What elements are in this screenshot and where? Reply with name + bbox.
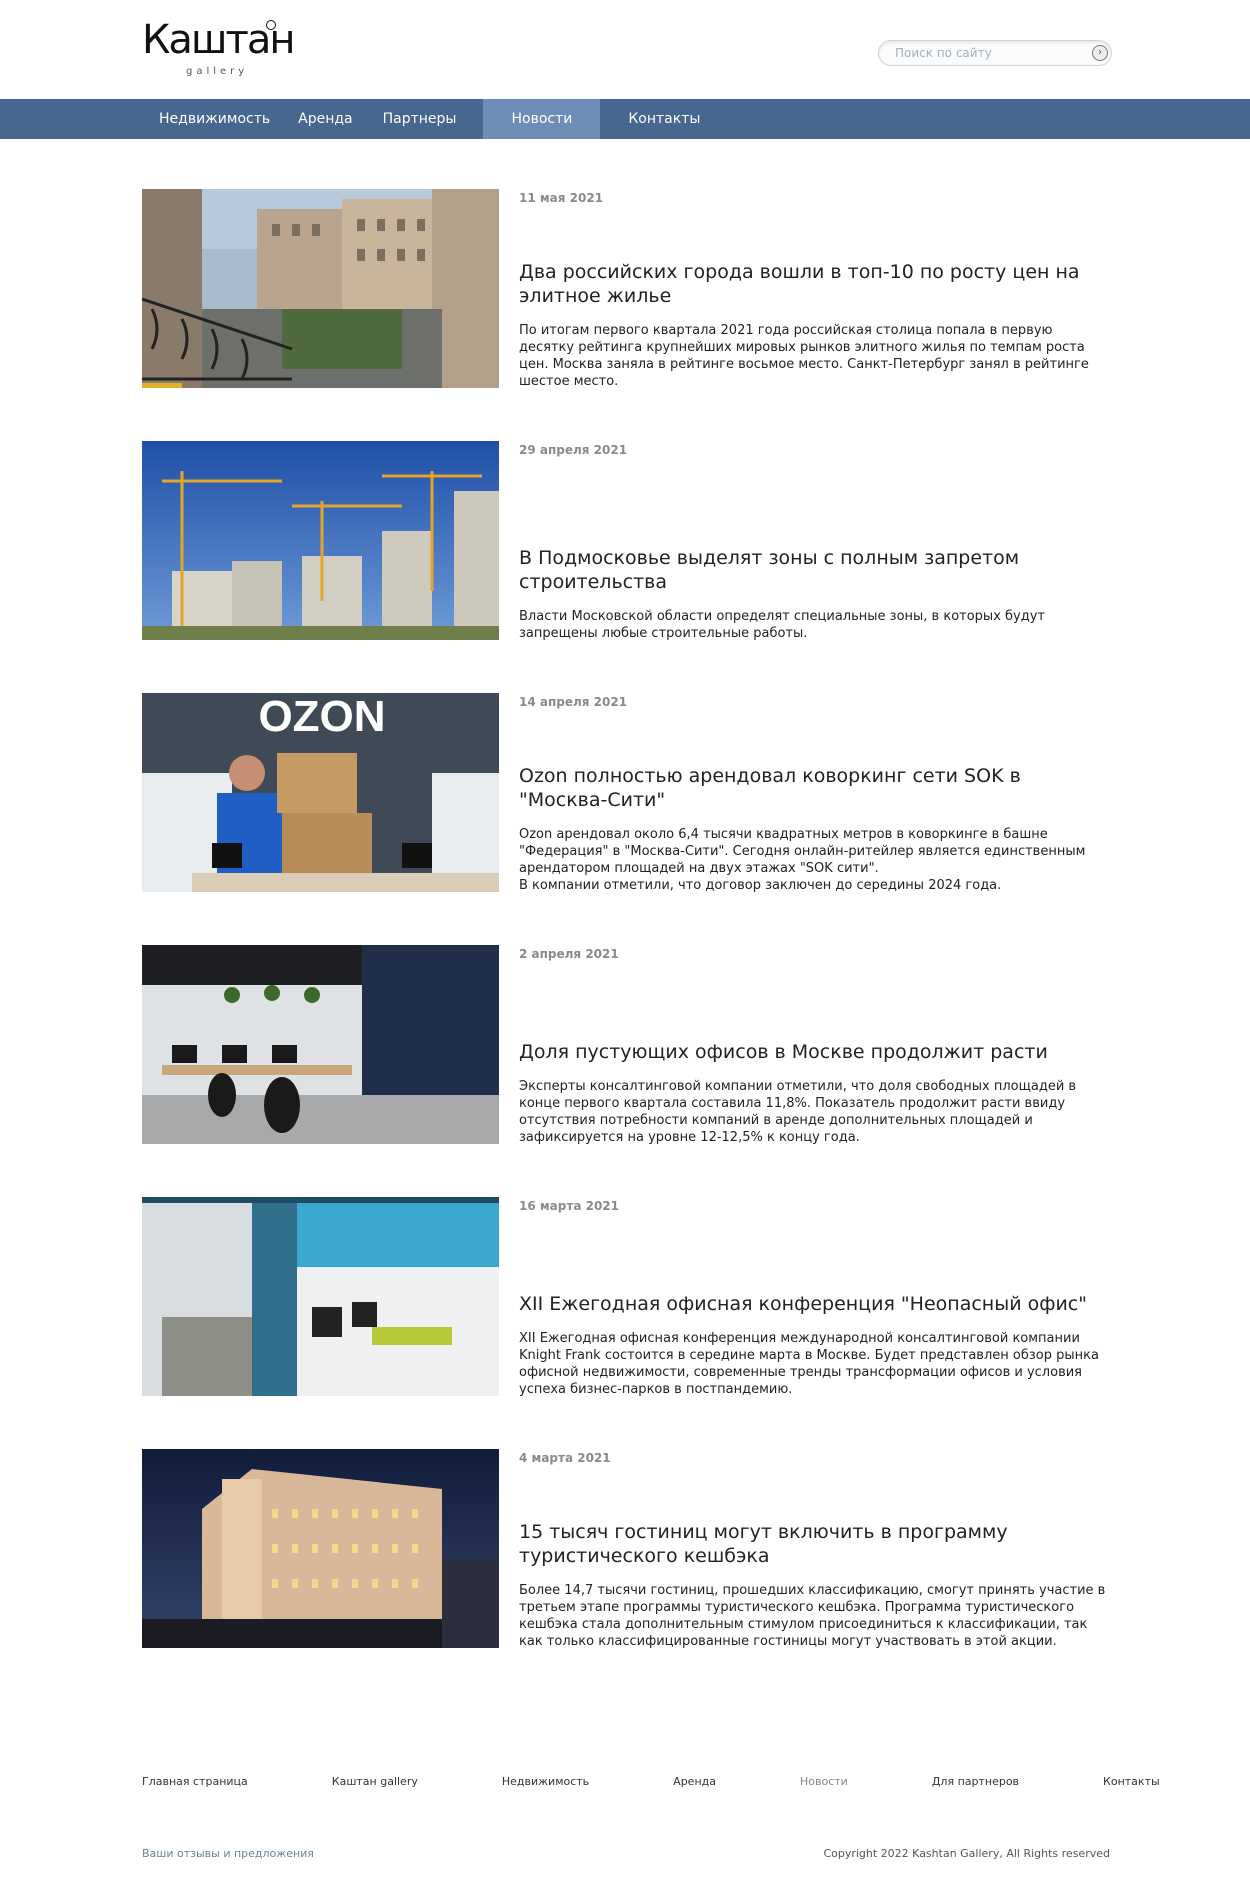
news-date: 11 мая 2021 xyxy=(519,191,604,205)
feedback-link[interactable]: Ваши отзывы и предложения xyxy=(142,1847,314,1860)
news-date: 29 апреля 2021 xyxy=(519,443,628,457)
nav-item-rent[interactable]: Аренда xyxy=(298,111,353,127)
news-image-city-street[interactable] xyxy=(142,189,499,388)
news-image-ozon-office[interactable] xyxy=(142,693,499,892)
logo-text: Каштан xyxy=(142,17,294,63)
header xyxy=(0,0,1250,99)
news-text: Власти Московской области определят специальные зоны, в которых будут запрещены любые строительные работы. xyxy=(519,609,1045,641)
search-go-icon[interactable]: › xyxy=(1092,45,1108,61)
news-date: 4 марта 2021 xyxy=(519,1451,611,1465)
site-logo[interactable] xyxy=(142,17,294,82)
logo-subtext: gallery xyxy=(186,66,249,77)
ozon-sign-text: OZON xyxy=(258,693,386,741)
news-item xyxy=(142,693,1110,893)
news-text: Эксперты консалтинговой компании отметили, что доля свободных площадей в конце первого квартала составила 11,8%. Показатель продолжит расти ввиду отсутствия потребности компаний в аренде дополнительных площадей и зафиксируется на уровне 12-12,5% к концу года. xyxy=(519,1079,1077,1145)
news-image-hotel[interactable] xyxy=(142,1449,499,1648)
news-text: По итогам первого квартала 2021 года российская столица попала в первую десятку рейтинга крупнейших мировых рынков элитного жилья по темпам роста цен. Москва заняла в рейтинге восьмое место. Санкт-Петербург занял в рейтинге шестое место. xyxy=(519,323,1089,389)
nav-item-contacts[interactable]: Контакты xyxy=(628,111,701,127)
news-item xyxy=(142,441,1110,641)
news-title[interactable]: XII Ежегодная офисная конференция "Неопасный офис" xyxy=(519,1293,1087,1315)
news-image-office-interior[interactable] xyxy=(142,1197,499,1396)
news-text: Ozon арендовал около 6,4 тысячи квадратных метров в коворкинге в башне "Федерация" в "Москва-Сити". Сегодня онлайн-ритейлер является единственным арендатором площадей на двух этажах "SOK сити". В компании отметили, что договор заключен до середины 2024 года. xyxy=(519,827,1086,893)
nav-item-partners[interactable]: Партнеры xyxy=(382,111,457,127)
search-box xyxy=(878,40,1112,66)
news-title[interactable]: Ozon полностью арендовал коворкинг сети SOK в "Москва-Сити" xyxy=(519,765,1021,811)
news-title[interactable]: Доля пустующих офисов в Москве продолжит расти xyxy=(519,1041,1048,1063)
news-date: 14 апреля 2021 xyxy=(519,695,628,709)
footer-link-news[interactable]: Новости xyxy=(800,1774,848,1788)
footer-link-rent[interactable]: Аренда xyxy=(673,1774,716,1788)
nav-item-news[interactable]: Новости xyxy=(483,99,600,139)
news-image-empty-office[interactable] xyxy=(142,945,499,1144)
news-text: Более 14,7 тысячи гостиниц, прошедших классификацию, смогут принять участие в третьем этапе программы туристического кешбэка. Программа туристического кешбэка стала дополнительным стимулом присоединиться к классификации, так как только классифицированные гостиницы могут участвовать в этой акции. xyxy=(519,1583,1106,1649)
footer-nav xyxy=(142,1772,1160,1790)
footer-link-realty[interactable]: Недвижимость xyxy=(501,1774,590,1788)
news-image-construction[interactable] xyxy=(142,441,499,640)
main-nav xyxy=(0,99,1250,139)
logo-mark-icon xyxy=(266,20,276,30)
search-input[interactable] xyxy=(895,44,1085,62)
footer-link-gallery[interactable]: Каштан gallery xyxy=(331,1774,418,1788)
copyright: Copyright 2022 Kashtan Gallery, All Rights reserved xyxy=(823,1847,1110,1860)
news-title[interactable]: В Подмосковье выделят зоны с полным запретом строительства xyxy=(519,547,1020,593)
news-item xyxy=(142,1197,1110,1397)
footer-link-home[interactable]: Главная страница xyxy=(142,1774,248,1788)
footer-link-partners[interactable]: Для партнеров xyxy=(931,1774,1020,1788)
news-item xyxy=(142,1449,1110,1649)
footer-link-contacts[interactable]: Контакты xyxy=(1103,1774,1160,1788)
news-date: 2 апреля 2021 xyxy=(519,947,619,961)
news-item xyxy=(142,945,1110,1145)
news-title[interactable]: Два российских города вошли в топ-10 по росту цен на элитное жилье xyxy=(519,261,1080,307)
news-date: 16 марта 2021 xyxy=(519,1199,620,1213)
news-title[interactable]: 15 тысяч гостиниц могут включить в программу туристического кешбэка xyxy=(519,1521,1008,1567)
news-item xyxy=(142,189,1110,389)
news-text: XII Ежегодная офисная конференция международной консалтинговой компании Knight Frank состоится в середине марта в Москве. Будет представлен обзор рынка офисной недвижимости, современные тренды трансформации офисов и условия успеха бизнес-парков в постпандемию. xyxy=(519,1331,1099,1397)
nav-item-realty[interactable]: Недвижимость xyxy=(159,111,271,127)
